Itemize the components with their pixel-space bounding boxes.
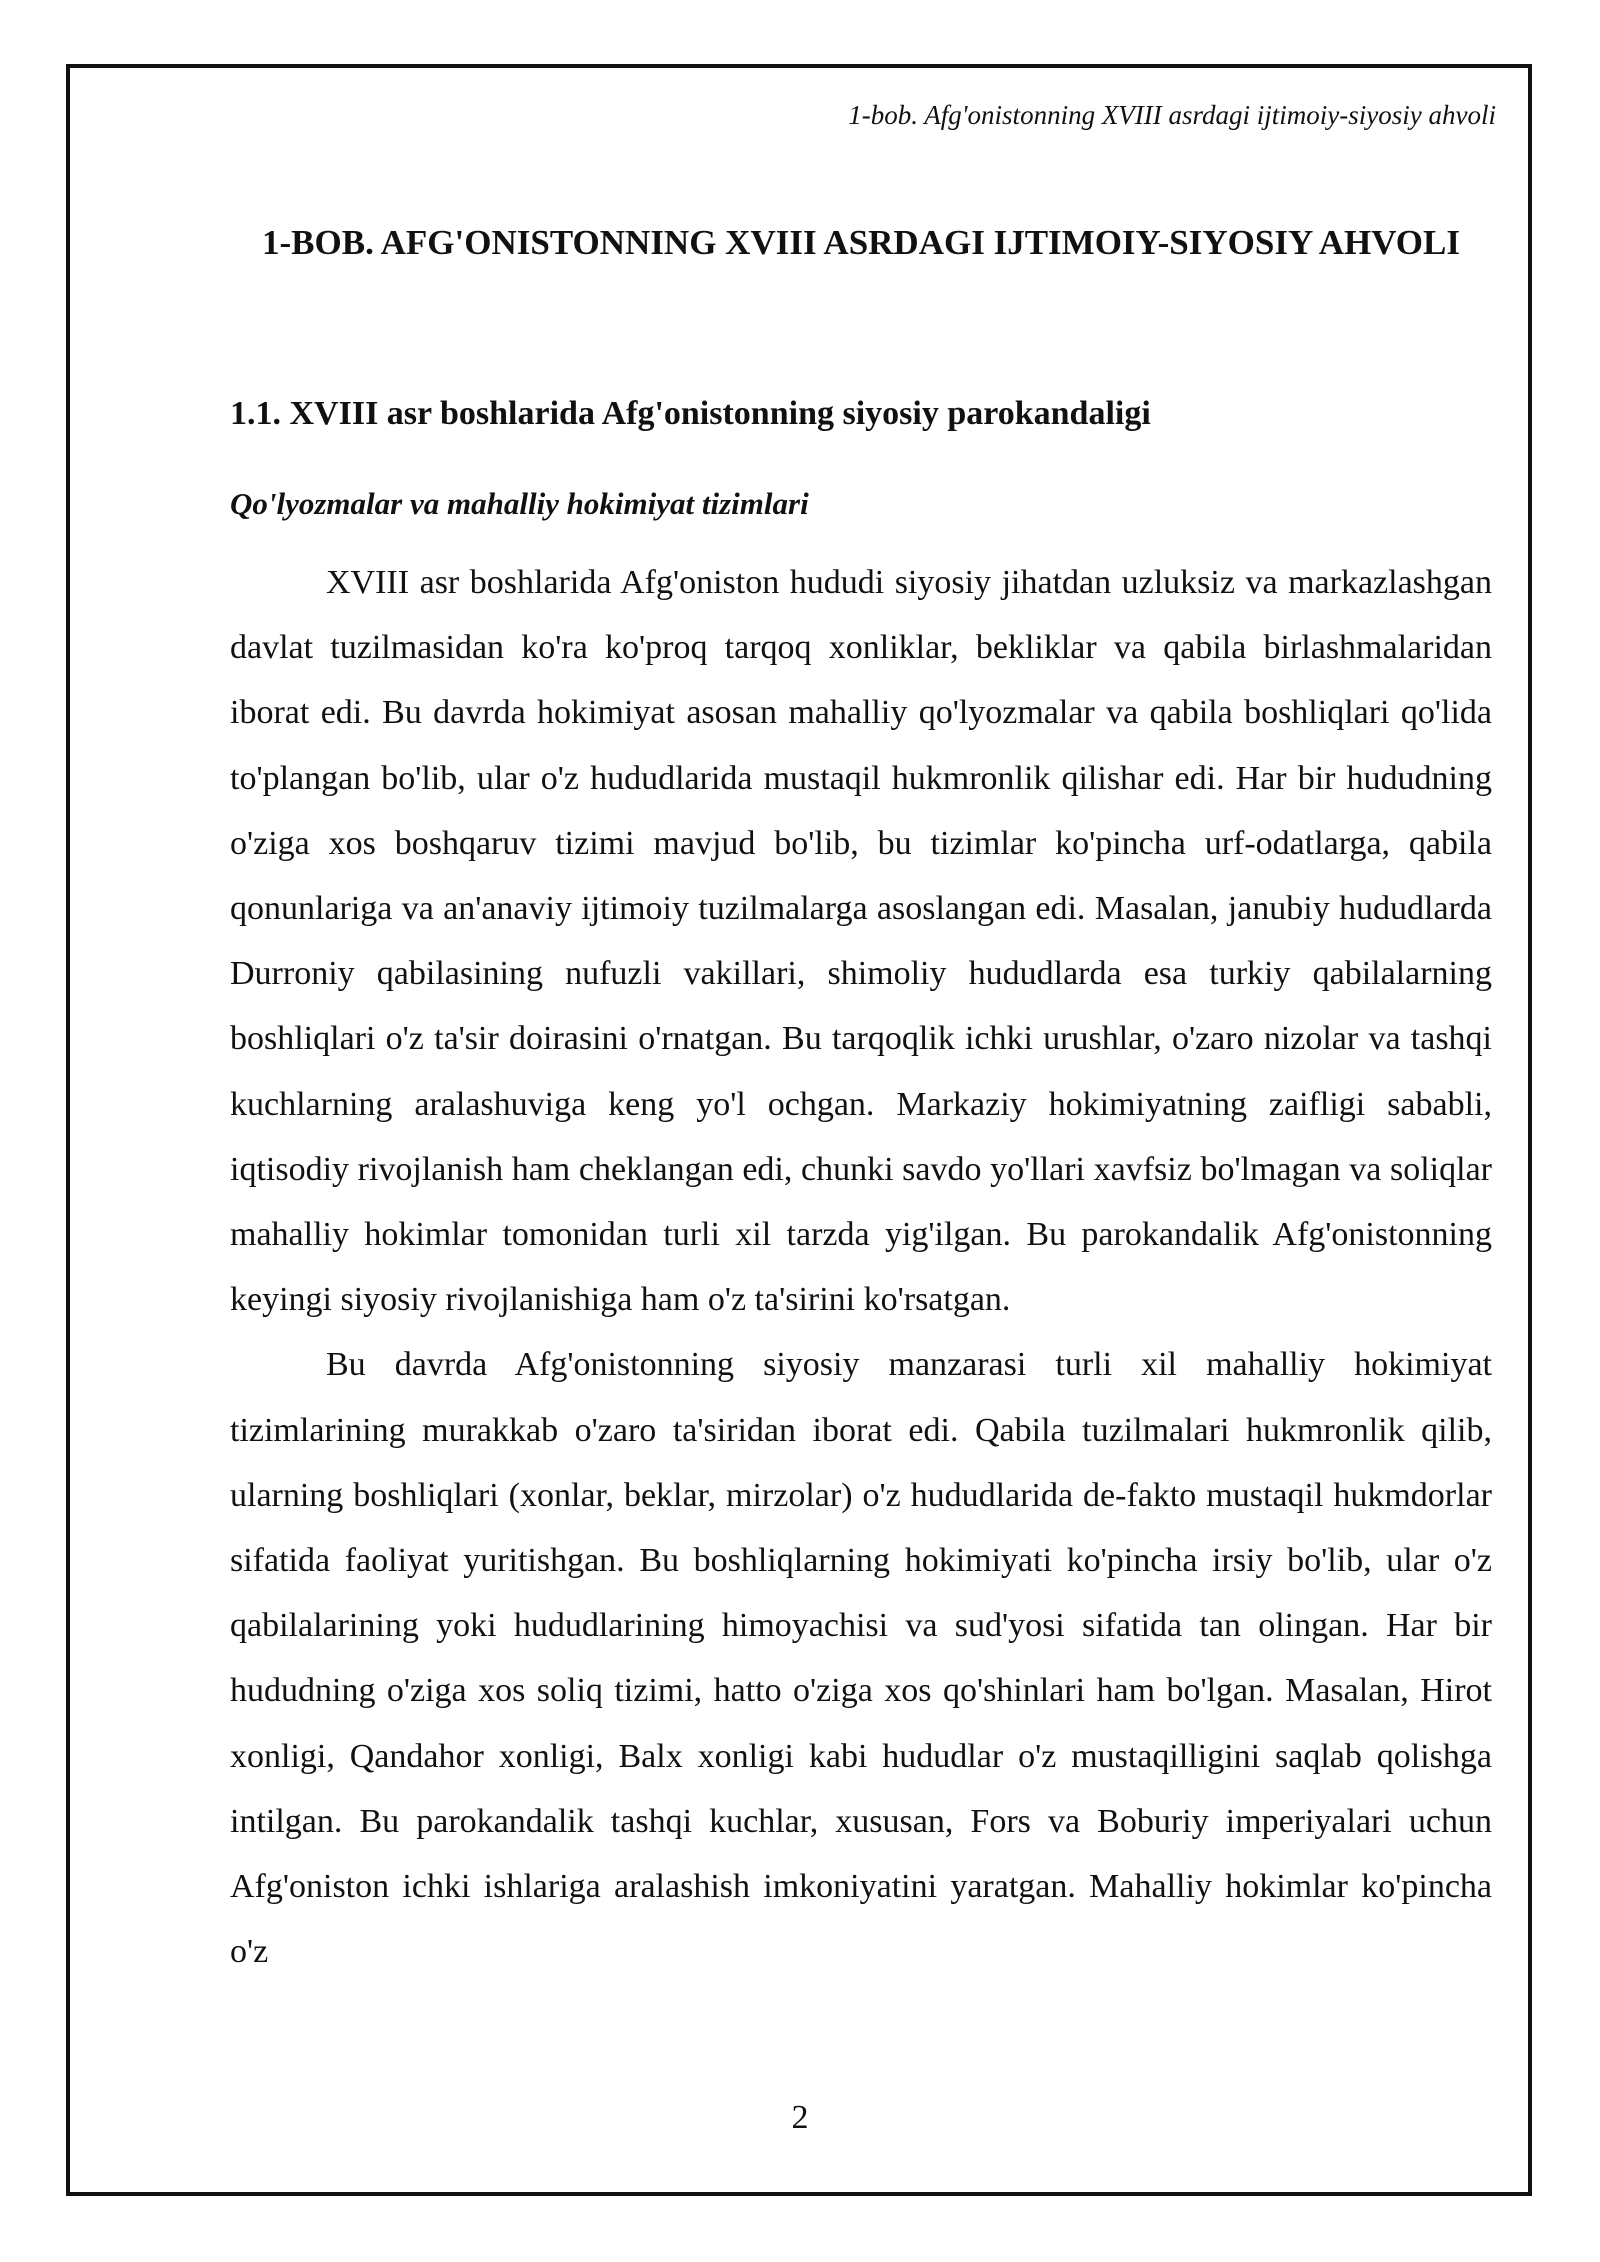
paragraph: Bu davrda Afg'onistonning siyosiy manzarasi turli xil mahalliy hokimiyat tizimlarining murakkab o'zaro ta'siridan iborat edi. Qabila tuzilmalari hukmronlik qilib, ularning boshliqlari (xonlar, beklar, mirzolar) o'z hududlarida de-fakto mustaqil hukmdorlar sifatida faoliyat yuritishgan. Bu boshliqlarning hokimiyati ko'pincha irsiy bo'lib, ular o'z qabilalarining yoki hududlarining himoyachisi va sud'yosi sifatida tan olingan. Har bir hududning o'ziga xos soliq tizimi, hatto o'ziga xos qo'shinlari ham bo'lgan. Masalan, Hirot xonligi, Qandahor xonligi, Balx xonligi kabi hududlar o'z mustaqilligini saqlab qolishga intilgan. Bu parokandalik tashqi kuchlar, xususan, Fors va Boburiy imperiyalari uchun Afg'oniston ichki ishlariga aralashish imkoniyatini yaratgan. Mahalliy hokimlar ko'pincha o'z — [230, 1346, 1492, 1971]
paragraph: XVIII asr boshlarida Afg'oniston hududi siyosiy jihatdan uzluksiz va markazlashgan davlat tuzilmasidan ko'ra ko'proq tarqoq xonliklar, bekliklar va qabila birlashmalaridan iborat edi. Bu davrda hokimiyat asosan mahalliy qo'lyozmalar va qabila boshliqlari qo'lida to'plangan bo'lib, ular o'z hududlarida mustaqil hukmronlik qilishar edi. Har bir hududning o'ziga xos boshqaruv tizimi mavjud bo'lib, bu tizimlar ko'pincha urf-odatlarga, qabila qonunlariga va an'anaviy ijtimoiy tuzilmalarga asoslangan edi. Masalan, janubiy hududlarda Durroniy qabilasining nufuzli vakillari, shimoliy hududlarda esa turkiy qabilalarning boshliqlari o'z ta'sir doirasini o'rnatgan. Bu tarqoqlik ichki urushlar, o'zaro nizolar va tashqi kuchlarning aralashuviga keng yo'l ochgan. Markaziy hokimiyatning zaifligi sababli, iqtisodiy rivojlanish ham cheklangan edi, chunki savdo yo'llari xavfsiz bo'lmagan va soliqlar mahalliy hokimlar tomonidan turli xil tarzda yig'ilgan. Bu parokandalik Afg'onistonning keyingi siyosiy rivojlanishiga ham o'z ta'sirini ko'rsatgan. — [230, 564, 1492, 1319]
chapter-title: 1-BOB. AFG'ONISTONNING XVIII ASRDAGI IJTIMOIY-SIYOSIY AHVOLI — [262, 223, 1460, 262]
body-text — [230, 550, 1492, 1984]
running-header: 1-bob. Afg'onistonning XVIII asrdagi ijtimoiy-siyosiy ahvoli — [848, 100, 1496, 130]
page-number: 2 — [791, 2099, 809, 2136]
section-title: 1.1. XVIII asr boshlarida Afg'onistonning siyosiy parokandaligi — [230, 395, 1151, 432]
subsection-title: Qo'lyozmalar va mahalliy hokimiyat tizimlari — [230, 486, 809, 521]
